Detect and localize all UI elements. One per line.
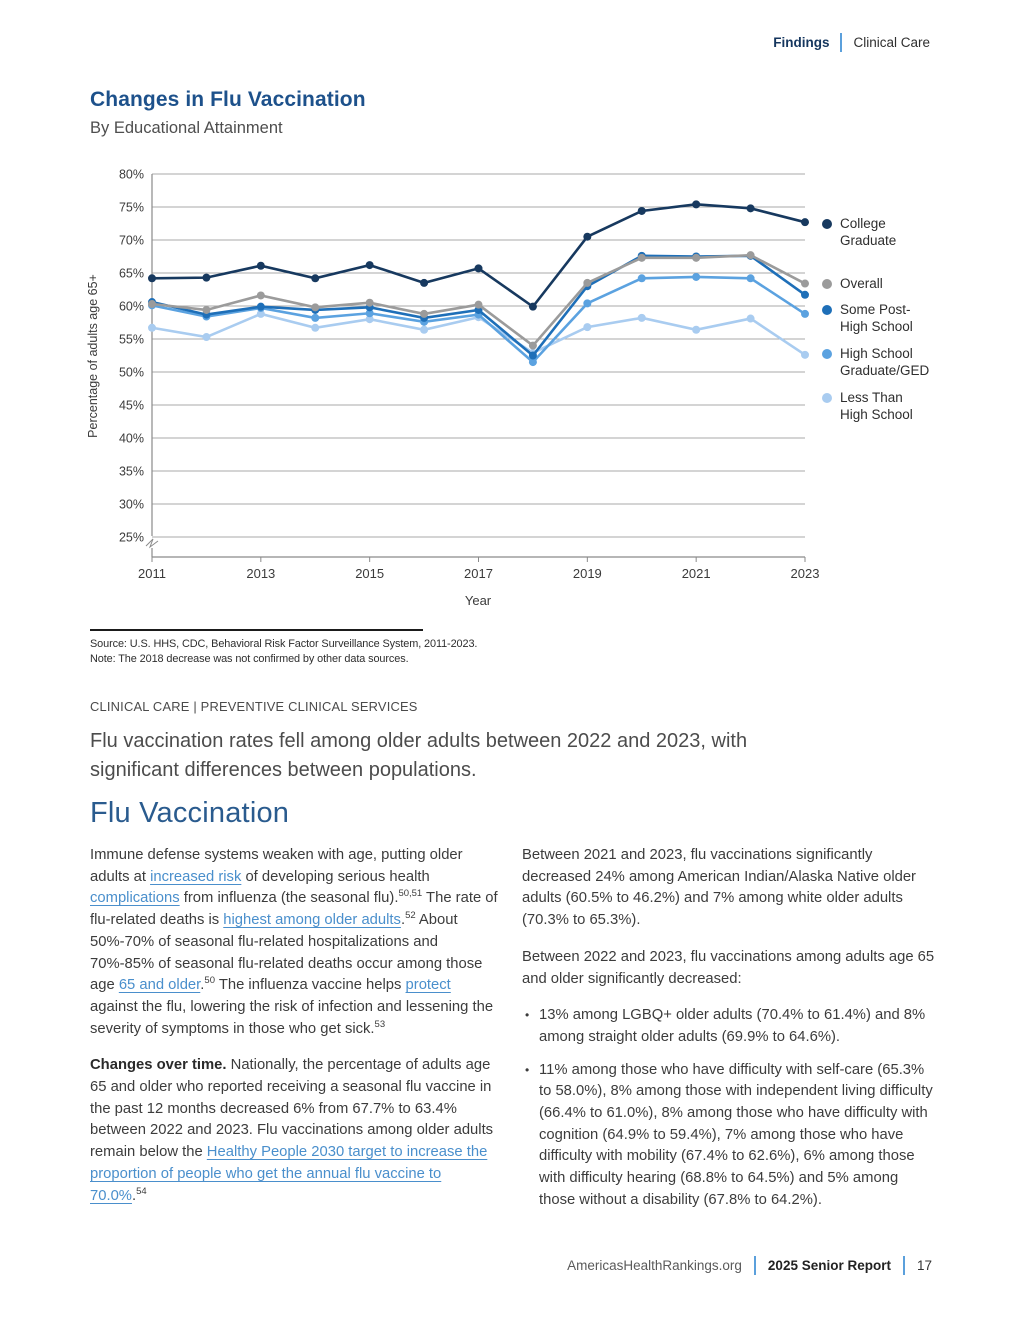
legend-label: Overall [840, 276, 883, 291]
text-run: against the flu, lowering the risk of infection and lessening the severity of symptoms in those who get sick. [90, 998, 494, 1037]
data-point [529, 342, 537, 350]
text-run: . [400, 912, 406, 929]
legend-label: High School Graduate/GED [840, 346, 930, 378]
bold-lead-in: Changes over time. [90, 1057, 227, 1074]
y-tick-label: 30% [118, 497, 144, 512]
text-run: 13% among LGBQ+ older adults (70.4% to 61.4%) and 8% among straight older adults (69.9% to 64.6%). [539, 1007, 926, 1045]
text-run: . [131, 1187, 137, 1204]
legend-item [822, 302, 913, 335]
data-point [692, 200, 700, 208]
data-point [638, 254, 646, 262]
header-subsection-label: Clinical Care [853, 35, 930, 50]
header-divider [840, 33, 842, 52]
data-point [420, 279, 428, 287]
legend-label: College Graduate [840, 216, 897, 248]
page-header [773, 33, 930, 52]
deck-text: Flu vaccination rates fell among older adults between 2022 and 2023, with significant differences between populations. [90, 730, 748, 781]
inline-link[interactable]: Healthy People 2030 target to increase the proportion of people who get the annual flu vaccine to 70.0% [90, 1144, 488, 1204]
legend-dot-icon [822, 279, 832, 289]
x-axis-title: Year [464, 593, 492, 608]
legend-label: Less Than High School [840, 390, 913, 422]
data-point [692, 273, 700, 281]
data-point [529, 303, 537, 311]
footer-divider [754, 1256, 756, 1275]
footnote-ref: 53 [374, 1018, 386, 1030]
data-point [148, 274, 156, 282]
x-tick-label: 2017 [464, 566, 493, 581]
y-tick-label: 75% [118, 200, 144, 215]
data-point [747, 204, 755, 212]
data-point [801, 280, 809, 288]
text-run: of developing serious health [241, 868, 430, 885]
bullet-item [539, 1005, 936, 1048]
y-tick-label: 50% [118, 365, 144, 380]
y-tick-label: 25% [118, 530, 144, 545]
header-section-label: Findings [773, 35, 830, 50]
x-tick-label: 2013 [246, 566, 276, 581]
data-point [311, 314, 319, 322]
bullet-list [522, 1005, 936, 1211]
footnote-ref: 50 [204, 975, 215, 987]
data-point [257, 291, 265, 299]
legend-dot-icon [822, 349, 832, 359]
legend-item [822, 276, 883, 293]
data-point [202, 306, 210, 314]
paragraph [522, 947, 936, 990]
note-line: Note: The 2018 decrease was not confirmed by other data sources. [90, 653, 409, 665]
legend-dot-icon [822, 219, 832, 229]
legend-label: Some Post- High School [840, 302, 913, 334]
legend-item [822, 216, 896, 249]
data-point [529, 352, 537, 360]
x-tick-label: 2019 [572, 566, 602, 581]
data-point [257, 303, 265, 311]
section-eyebrow: CLINICAL CARE | PREVENTIVE CLINICAL SERVICES [90, 699, 418, 714]
data-point [366, 299, 374, 307]
data-point [747, 251, 755, 259]
data-point [366, 261, 374, 269]
chart-subtitle: By Educational Attainment [90, 119, 283, 137]
data-point [420, 310, 428, 318]
x-tick-label: 2015 [355, 566, 385, 581]
data-point [801, 218, 809, 226]
text-run: Between 2021 and 2023, flu vaccinations significantly decreased 24% among American Indian/Alaska Native older adults (60.5% to 46.2%) and 7% among white older adults (70.3% to 65.3%). [522, 847, 916, 929]
data-point [583, 323, 591, 331]
footer-site-label: AmericasHealthRankings.org [567, 1258, 742, 1273]
footer-divider [903, 1256, 905, 1275]
article-right-column [522, 845, 936, 1223]
y-tick-label: 80% [118, 167, 144, 182]
data-point [583, 233, 591, 241]
paragraph [90, 1055, 500, 1207]
data-point [801, 291, 809, 299]
data-point [747, 274, 755, 282]
data-point [583, 279, 591, 287]
data-point [420, 326, 428, 334]
legend-dot-icon [822, 393, 832, 403]
data-point [475, 264, 483, 272]
data-point [638, 207, 646, 215]
inline-link[interactable]: complications [90, 890, 180, 907]
x-tick-label: 2011 [138, 566, 166, 581]
flu-vaccination-chart [0, 165, 1020, 620]
text-run: About 50%-70% of seasonal flu-related hospitalizations and 70%-85% of seasonal flu-related deaths occur among those age [90, 912, 483, 994]
data-point [638, 274, 646, 282]
chart-title: Changes in Flu Vaccination [90, 88, 366, 111]
bullet-item [539, 1060, 936, 1212]
y-tick-label: 55% [118, 332, 144, 347]
paragraph [522, 845, 936, 932]
footer-report-label: 2025 Senior Report [767, 1258, 891, 1273]
inline-link[interactable]: increased risk [150, 868, 242, 885]
legend-dot-icon [822, 305, 832, 315]
y-tick-label: 35% [118, 464, 144, 479]
data-point [692, 326, 700, 334]
y-tick-label: 60% [118, 299, 144, 314]
footer-page-number: 17 [916, 1258, 932, 1273]
paragraph [90, 845, 500, 1040]
y-tick-label: 65% [118, 266, 144, 281]
data-point [202, 274, 210, 282]
inline-link[interactable]: 65 and older [118, 977, 201, 994]
data-point [311, 303, 319, 311]
data-point [311, 274, 319, 282]
y-axis-title: Percentage of adults age 65+ [86, 274, 100, 438]
data-point [148, 300, 156, 308]
text-run: Immune defense systems weaken with age, putting older adults at [90, 847, 463, 885]
text-run: . [200, 977, 205, 994]
text-run: Between 2022 and 2023, flu vaccinations among adults age 65 and older significantly decreased: [522, 948, 935, 987]
data-point [311, 324, 319, 332]
text-run: Nationally, the percentage of adults age 65 and older who reported receiving a seasonal flu vaccine in the past 12 months decreased 6% from 67.7% to 63.4% between 2022 and 2023. Flu vaccinations among older adults remain below the [90, 1057, 494, 1161]
footnote-ref: 54 [136, 1185, 147, 1197]
section-title: Flu Vaccination [90, 797, 290, 829]
chart-heading-block [90, 88, 366, 138]
text-run: The influenza vaccine helps [214, 977, 406, 994]
y-tick-label: 40% [118, 431, 144, 446]
y-tick-label: 70% [118, 233, 144, 248]
axis-break-icon [146, 539, 158, 547]
y-tick-label: 45% [118, 398, 144, 413]
data-point [801, 351, 809, 359]
text-run: from influenza (the seasonal flu). [179, 890, 399, 907]
data-point [747, 315, 755, 323]
data-point [475, 301, 483, 309]
x-tick-label: 2021 [681, 566, 711, 581]
legend-item [822, 390, 913, 423]
data-point [202, 333, 210, 341]
source-divider [90, 629, 423, 631]
article-left-column [90, 845, 500, 1222]
inline-link[interactable]: protect [405, 977, 451, 994]
data-point [801, 310, 809, 318]
footnote-ref: 50,51 [398, 888, 423, 900]
data-point [148, 324, 156, 332]
data-point [583, 299, 591, 307]
x-tick-label: 2023 [790, 566, 820, 581]
data-point [257, 262, 265, 270]
legend-item [822, 346, 929, 379]
source-note-block [90, 629, 477, 668]
page-footer [567, 1256, 932, 1275]
text-run: 11% among those who have difficulty with self-care (65.3% to 58.0%), 8% among those with independent living difficulty (66.4% to 61.0%), 8% among those who have difficulty with cognition (64.9% to 59.4%), 7% among those who have difficulty with mobility (67.4% to 62.6%), 6% among those with difficulty hearing (68.8% to 64.5%) and 5% among those without a disability (67.8% to 64.2%). [539, 1061, 933, 1208]
data-point [692, 254, 700, 262]
inline-link[interactable]: highest among older adults [223, 912, 401, 929]
data-point [638, 314, 646, 322]
text-run: The rate of flu-related deaths is [90, 890, 498, 929]
footnote-ref: 52 [405, 910, 416, 922]
source-line: Source: U.S. HHS, CDC, Behavioral Risk Factor Surveillance System, 2011-2023. [90, 637, 478, 650]
